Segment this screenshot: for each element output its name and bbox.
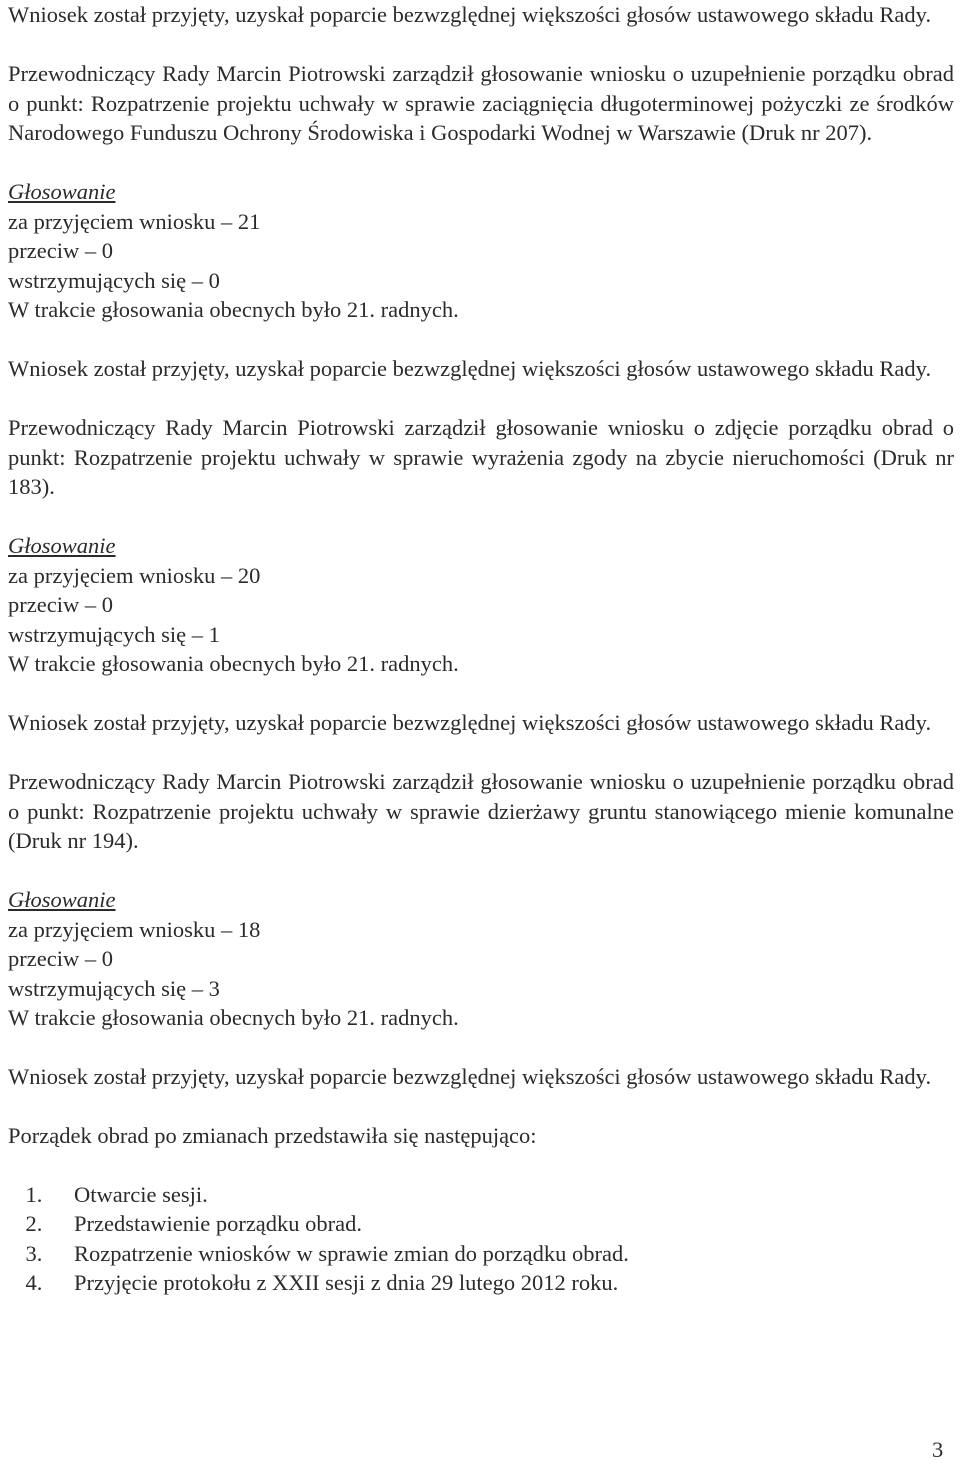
agenda-intro: Porządek obrad po zmianach przedstawiła się następująco: (8, 1123, 537, 1148)
vote-heading: Głosowanie (8, 533, 116, 558)
agenda-item: 4. Przyjęcie protokołu z XXII sesji z dnia 29 lutego 2012 roku. (48, 1268, 954, 1298)
vote-for: za przyjęciem wniosku – 18 (8, 916, 261, 942)
vote-against: przeciw – 0 (8, 592, 113, 617)
vote-for: za przyjęciem wniosku – 21 (8, 208, 261, 234)
vote-for: za przyjęciem wniosku – 20 (8, 562, 261, 588)
motion-paragraph: Przewodniczący Rady Marcin Piotrowski zarządził głosowanie wniosku o uzupełnienie porządku obrad o punkt: Rozpatrzenie projektu uchwały w sprawie zaciągnięcia długoterminowej pożyczki ze środków Narodowego Funduszu Ochrony Środowiska i Gospodarki Wodnej w Warszawie (Druk nr 207). (8, 61, 954, 145)
vote-abstain: wstrzymujących się – 0 (8, 267, 220, 293)
vote-present: W trakcie głosowania obecnych było 21. radnych. (8, 297, 459, 322)
vote-heading: Głosowanie (8, 887, 116, 912)
vote-block (8, 885, 954, 1033)
agenda-item: 1. Otwarcie sesji. (48, 1180, 954, 1210)
vote-abstain: wstrzymujących się – 3 (8, 975, 220, 1001)
agenda-item: 3. Rozpatrzenie wniosków w sprawie zmian do porządku obrad. (48, 1239, 954, 1269)
vote-block (8, 531, 954, 679)
page-number: 3 (932, 1437, 944, 1462)
vote-heading: Głosowanie (8, 179, 116, 204)
result-paragraph: Wniosek został przyjęty, uzyskał poparcie bezwzględnej większości głosów ustawowego składu Rady. (8, 356, 932, 381)
motion-paragraph: Przewodniczący Rady Marcin Piotrowski zarządził głosowanie wniosku o zdjęcie porządku obrad o punkt: Rozpatrzenie projektu uchwały w sprawie wyrażenia zgody na zbycie nieruchomości (Druk nr 183). (8, 415, 954, 499)
motion-paragraph: Przewodniczący Rady Marcin Piotrowski zarządził głosowanie wniosku o uzupełnienie porządku obrad o punkt: Rozpatrzenie projektu uchwały w sprawie dzierżawy gruntu stanowiącego mienie komunalne (Druk nr 194). (8, 769, 954, 853)
agenda-item: 2. Przedstawienie porządku obrad. (48, 1209, 954, 1239)
vote-against: przeciw – 0 (8, 946, 113, 971)
document-page (8, 0, 954, 1298)
result-paragraph: Wniosek został przyjęty, uzyskał poparcie bezwzględnej większości głosów ustawowego składu Rady. (8, 1064, 932, 1089)
result-paragraph: Wniosek został przyjęty, uzyskał poparcie bezwzględnej większości głosów ustawowego składu Rady. (8, 2, 932, 27)
vote-present: W trakcie głosowania obecnych było 21. radnych. (8, 1005, 459, 1030)
vote-abstain: wstrzymujących się – 1 (8, 621, 220, 647)
agenda-list (8, 1180, 954, 1298)
result-paragraph: Wniosek został przyjęty, uzyskał poparcie bezwzględnej większości głosów ustawowego składu Rady. (8, 710, 932, 735)
vote-against: przeciw – 0 (8, 238, 113, 263)
vote-present: W trakcie głosowania obecnych było 21. radnych. (8, 651, 459, 676)
vote-block (8, 177, 954, 325)
